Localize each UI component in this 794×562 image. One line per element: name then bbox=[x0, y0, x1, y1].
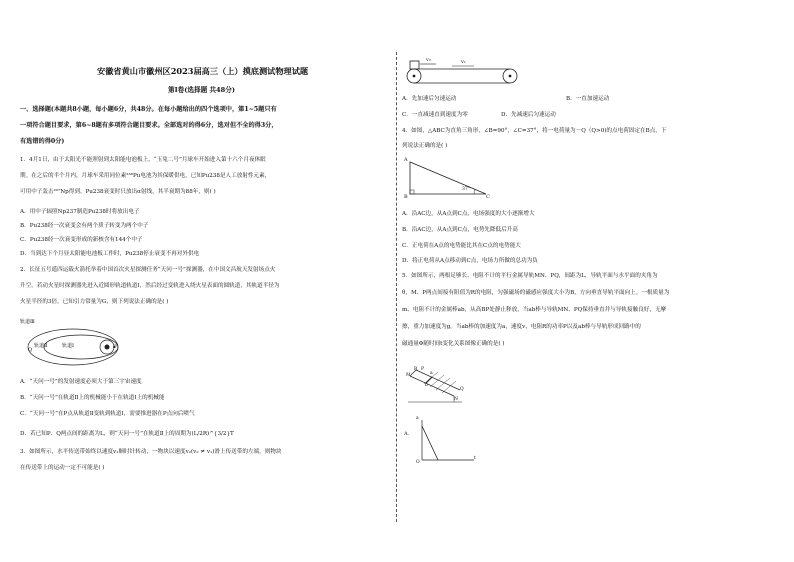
rail-mn bbox=[410, 376, 454, 396]
label-b: b bbox=[425, 383, 428, 388]
instructions-line: 有选错的得0分) bbox=[20, 138, 65, 145]
mars-body bbox=[105, 345, 110, 350]
q1-stem: 1．4月1日，由于太阳光不能照射到太阳能电池板上，“玉兔二号”月球车开始进入第十六个月夜休眠 bbox=[20, 157, 266, 163]
q1-option-c: C．Pu238经一次衰变形成的新核含有144个中子 bbox=[20, 237, 143, 243]
section-heading: 第Ⅰ卷(选择题 共48分) bbox=[168, 86, 235, 94]
q1-option-b: B．Pu238经一次衰变会有两个质子转变为两个中子 bbox=[20, 223, 149, 229]
graph-y-label: a bbox=[416, 416, 419, 421]
q4-option-b: B．沿AC边，从A点到C点，电势先降低后升高 bbox=[402, 227, 518, 233]
pulley-left-axle bbox=[413, 75, 416, 78]
instructions-line: 一项符合题目要求，第6~8题有多项符合题目要求。全部选对的得6分，选对但不全的得3分， bbox=[20, 122, 278, 129]
label-m: M bbox=[406, 373, 411, 378]
q4-option-d: D．将正电荷从A点移动到C点，电场力所做的总功为负 bbox=[402, 258, 538, 264]
q1-stem: 期。在之后的半个月内，月球车采用同位素²³⁸Pu电池为其保暖供电，已知Pu238是人工放射性元素， bbox=[20, 173, 271, 179]
vertex-c-label: C bbox=[486, 194, 490, 200]
q5-stem: 磁通量Φ随时间t变化关系图像正确的是( ) bbox=[402, 341, 505, 347]
q2-stem: 火星半径的3倍，已知引力常量为G，则下列说法正确的是( ) bbox=[20, 299, 169, 305]
v1-label: v₁ bbox=[461, 59, 466, 65]
q1-stem: 可用中子轰击²³⁷Np得到。Pu238衰变时只放出α射线，其半衰期为88年，则( ) bbox=[20, 189, 216, 195]
q3-option-d: D．先减速后匀速运动 bbox=[501, 112, 556, 118]
vertex-a-label: A bbox=[404, 157, 408, 163]
angle-arc bbox=[474, 189, 475, 194]
angle-c-label: 37° bbox=[462, 187, 470, 192]
vertex-b-label: B bbox=[404, 194, 408, 200]
q3-option-a: A．先加速后匀速运动 bbox=[402, 96, 457, 102]
q5-stem: 擦，重力加速度为g。当ab棒的加速度为a，速度v，电阻R的功率P以及ab棒与导轨形成回路中的 bbox=[402, 324, 641, 330]
q3-option-c: C．一直减速直到速度为零 bbox=[402, 112, 468, 118]
v2-label: v₂ bbox=[426, 57, 431, 63]
orbit-i-label: 轨道Ⅰ bbox=[62, 343, 74, 349]
q3-option-b: B．一直加速运动 bbox=[566, 96, 610, 102]
q2-option-a: A．“天问一号”的发射速度必须大于第三宇宙速度 bbox=[20, 379, 142, 385]
q2-option-d: D．若已知P、Q两点间的距离为L，则“天问一号”在轨道Ⅱ上的周期为(L/2R)^{3/2}T bbox=[20, 431, 234, 437]
triangle-figure bbox=[404, 156, 494, 200]
q2-stem: 升空。若动火星时探测器先进入近圆形轨道轨道Ⅰ，然后经过变轨进入绕火星表面的圆轨道，其轨道半径为 bbox=[20, 283, 280, 289]
exam-title: 安徽省黄山市徽州区2023届高三（上）摸底测试物理试题 bbox=[97, 66, 309, 76]
q3-stem: 3．如图所示，水平传送带始终以速度v₁顺时针转动，一物块以速度v₂(v₂ ≠ v₁)滑上传送带的左端，则物块 bbox=[20, 449, 282, 455]
graph-x-label: t bbox=[474, 456, 476, 461]
triangle-abc bbox=[410, 162, 486, 194]
label-r: R bbox=[414, 367, 418, 372]
q4-option-c: C．正电荷在A点的电势能比其在C点的电势能大 bbox=[402, 243, 521, 249]
q2-option-b: B．“天问一号”在轨道Ⅱ上的机械能小于在轨道Ⅰ上的机械能 bbox=[20, 395, 165, 401]
block bbox=[410, 61, 419, 69]
graph-option-label: A. bbox=[404, 431, 410, 437]
orbit-iii-label: 轨道Ⅲ bbox=[20, 319, 35, 325]
orbit-ii-label: 轨道Ⅱ bbox=[34, 343, 48, 349]
instructions-line: 一、选择题(本题共8小题，每小题6分，共48分。在每小题给出的四个选项中，第1~5题只有 bbox=[20, 106, 277, 113]
q5-stem: 5．如图所示，两根足够长、电阻不计的平行金属导轨MN、PQ，间距为L，导轨平面与水平面的夹角为 bbox=[402, 273, 658, 279]
q1-option-d: D．当到达下个月昼太阳能电池板工作时，Pu238停止衰变不再对外供电 bbox=[20, 251, 200, 257]
q3-stem: 在传送带上的运动一定不可能是( ) bbox=[20, 465, 105, 471]
label-q: Q bbox=[460, 387, 464, 392]
graph-origin-label: O bbox=[416, 460, 420, 465]
right-angle-mark bbox=[410, 190, 414, 194]
graph-curve bbox=[422, 426, 438, 460]
graph-a bbox=[416, 418, 476, 464]
point-q-label: Q bbox=[28, 347, 33, 353]
q1-option-a: A．用中子辐照Np237制造Pu238时将放出电子 bbox=[20, 209, 140, 215]
q4-stem: 列说法正确的是( ) bbox=[402, 143, 448, 149]
q2-option-c: C．“天问一号”在P点从轨道Ⅱ变轨到轨道Ⅰ，需要推进器在P点向后喷气 bbox=[20, 411, 195, 417]
column-divider bbox=[396, 52, 397, 522]
label-a: a bbox=[430, 371, 433, 376]
point-p-label: P bbox=[114, 344, 118, 350]
pulley-right-axle bbox=[509, 75, 512, 78]
label-p: P bbox=[421, 367, 425, 372]
q4-stem: 4．如图，△ABC为直角三角形，∠B=90°，∠C=37°，将一电荷量为－Q（Q>0)的点电荷固定在B点，下 bbox=[402, 128, 667, 134]
q5-stem: θ，M、P两点间接有阻值为R的电阻，匀强磁场的磁感应强度大小为B，方向垂直导轨平面向上。一根质量为 bbox=[402, 290, 670, 296]
q5-stem: m、电阻不计的金属棒ab，从高BP处静止释放，当ab棒与导轨MN、PQ保持垂直并与导轨接触良好，无摩 bbox=[402, 307, 667, 313]
label-n: N bbox=[454, 397, 458, 402]
q4-option-a: A．沿AC边，从A点到C点，电场强度的大小逐渐增大 bbox=[402, 211, 535, 217]
q2-stem: 2．长征五号遥四运载火箭托举着中国首次火星探测任务“天问一号”探测器，在中国文昌航天发射场点火 bbox=[20, 267, 276, 273]
